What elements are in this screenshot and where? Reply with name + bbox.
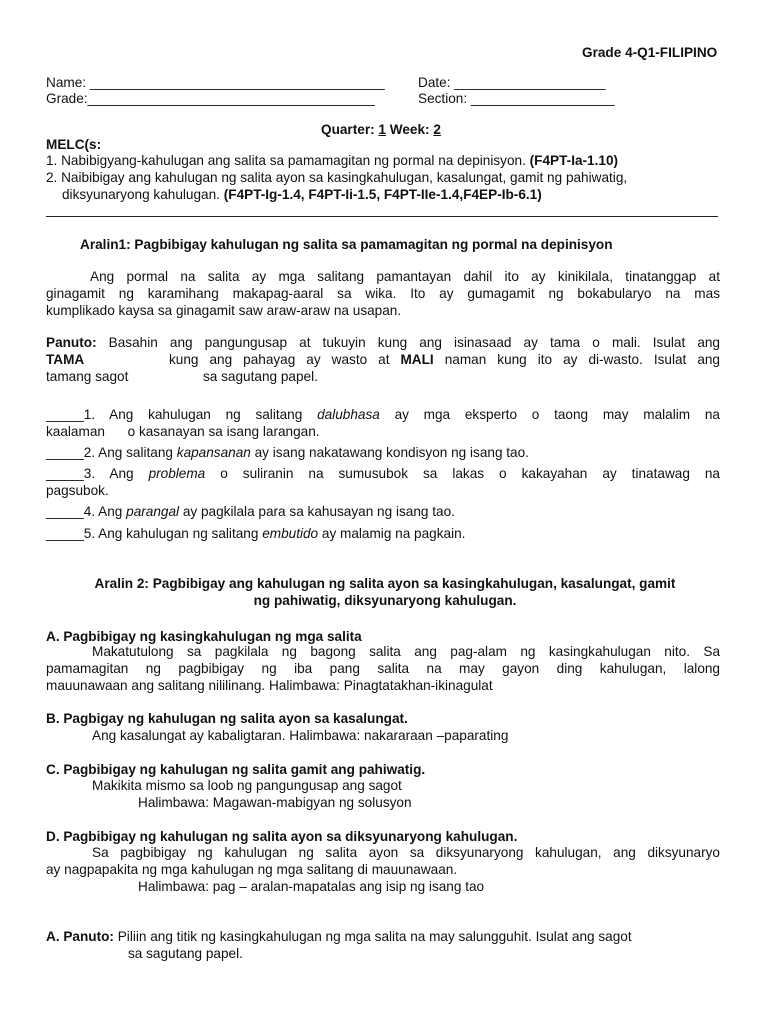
panuto-line: TAMA kung ang pahayag ay wasto at MALI naman kung ito ay di-wasto. Isulat ang (46, 352, 720, 367)
paragraph-line: kumplikado kaysa sa ginagamit saw araw-araw na usapan. (46, 303, 402, 318)
panuto-line: tamang sagot sa sagutang papel. (46, 369, 318, 384)
item-5: _____5. Ang kahulugan ng salitang embutido ay malamig na pagkain. (46, 526, 466, 541)
melc-title: MELC(s: (46, 137, 102, 152)
panuto-line: Panuto: Basahin ang pangungusap at tukuyin kung ang isinasaad ay tama o mali. Isulat ang (46, 335, 720, 350)
section-b-body: Ang kasalungat ay kabaligtaran. Halimbawa: nakararaan –paparating (92, 728, 509, 743)
item-2: _____2. Ang salitang kapansanan ay isang nakatawang kondisyon ng isang tao. (46, 445, 529, 460)
melc-item-1: 1. Nabibigyang-kahulugan ang salita sa pamamagitan ng pormal na depinisyon. (F4PT-Ia-1.10) (46, 153, 619, 168)
section-c-title: C. Pagbibigay ng kahulugan ng salita gamit ang pahiwatig. (46, 762, 426, 777)
item-1: _____1. Ang kahulugan ng salitang dalubhasa ay mga eksperto o taong may malalim na kaalaman o kasanayan sa isang larangan. (46, 407, 720, 439)
grade-header: Grade 4-Q1-FILIPINO (582, 45, 718, 60)
panuto-a-cont: sa sagutang papel. (128, 946, 243, 961)
melc-item-2-cont: diksyunaryong kahulugan. (F4PT-Ig-1.4, F4PT-Ii-1.5, F4PT-IIe-1.4,F4EP-Ib-6.1) (62, 187, 542, 202)
section-d-body: Sa pagbibigay ng kahulugan ng salita ayon sa diksyunaryong kahulugan, ang diksyunaryo ay nagpapakita ng mga kahulugan ng mga salitang di mauunawaan. (46, 845, 720, 877)
section-a-title: A. Pagbibigay ng kasingkahulugan ng mga salita (46, 629, 362, 644)
aralin1-title: Aralin1: Pagbibigay kahulugan ng salita sa pamamagitan ng pormal na depinisyon (80, 237, 613, 252)
aralin2-title: Aralin 2: Pagbibigay ang kahulugan ng salita ayon sa kasingkahulugan, kasalungat, gamit ng pahiwatig, diksyunaryong kahulugan. (94, 576, 676, 608)
section-d-title: D. Pagbibigay ng kahulugan ng salita ayon sa diksyunaryong kahulugan. (46, 829, 518, 844)
panuto-a: A. Panuto: Piliin ang titik ng kasingkahulugan ng mga salita na may salungguhit. Isulat ang sagot (46, 929, 632, 944)
section-b-title: B. Pagbigay ng kahulugan ng salita ayon sa kasalungat. (46, 711, 408, 726)
section-d-example: Halimbawa: pag – aralan-mapatalas ang isip ng isang tao (138, 879, 485, 894)
paragraph-line: ginagamit ng karamihang makapag-aaral sa wika. Ito ay gumagamit ng bokabularyo na mas (46, 286, 720, 301)
item-3: _____3. Ang problema o suliranin na sumusubok sa lakas o kakayahan ay tinatawag na pagsubok. (46, 466, 720, 498)
aralin1-paragraph (46, 268, 720, 319)
date-field: Date: ____________________ (418, 75, 606, 90)
quarter-week: Quarter: 1 Week: 2 (321, 122, 441, 137)
melc-item-2: 2. Naibibigay ang kahulugan ng salita ayon sa kasingkahulugan, kasalungat, gamit ng pahiwatig, (46, 170, 628, 185)
grade-field: Grade:______________________________________ (46, 91, 375, 106)
name-field: Name: _______________________________________ (46, 75, 385, 90)
paragraph-line: Ang pormal na salita ay mga salitang pamantayan dahil ito ay kinikilala, tinatanggap at (90, 269, 720, 284)
item-4: _____4. Ang parangal ay pagkilala para sa kahusayan ng isang tao. (46, 504, 455, 519)
section-c-example: Halimbawa: Magawan-mabigyan ng solusyon (138, 795, 412, 810)
section-c-body: Makikita mismo sa loob ng pangungusap ang sagot (92, 778, 402, 793)
section-field: Section: ___________________ (418, 91, 615, 106)
divider (46, 216, 718, 217)
section-a-body: Makatutulong sa pagkilala ng bagong salita ang pag-alam ng kasingkahulugan nito. Sa pamamagitan ng pagbibigay ng iba pang salita na may gayon ding kahulugan, lalong mauunawaan ang salitang nililinang. Halimbawa: Pinagtatakhan-ikinagulat (46, 644, 720, 693)
aralin1-panuto (46, 334, 720, 385)
